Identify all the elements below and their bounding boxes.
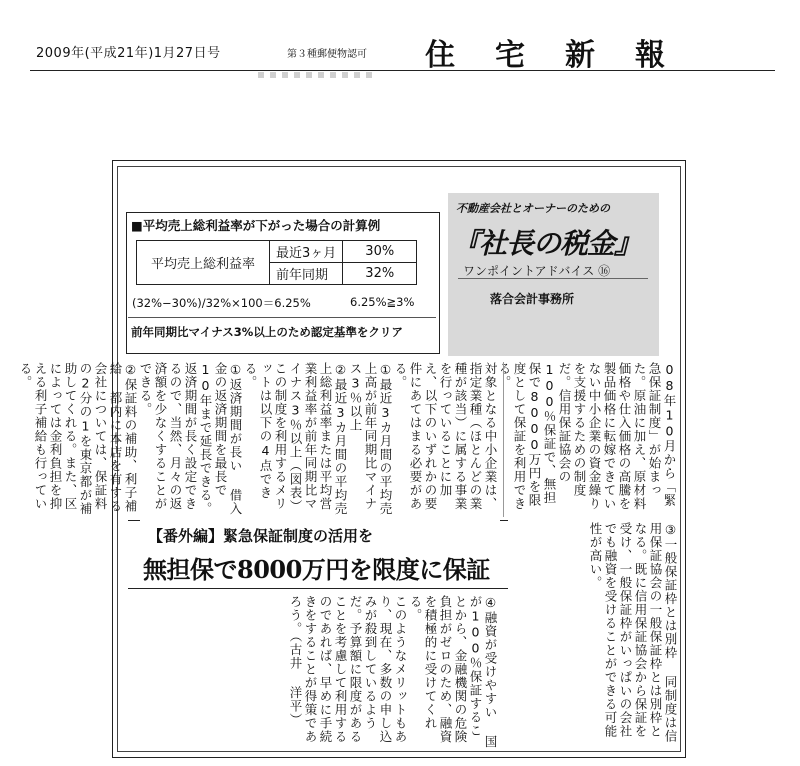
calculation-conclusion: 前年同期比マイナス3%以上のため認定基準をクリア [131,325,403,339]
issue-date: 2009年(平成21年)1月27日号 [36,46,221,61]
body-text-block-1: 08年10月から「緊急保証制度」が始まった。原油に加え、原材料価格や仕入価格の高騰を製品価格に転嫁できていない中小企業の資金繰りを支援するための制度だ。信用保証協会の100％保証で、無担保で8000万円を限度として保証を利用できる。 [497,362,677,511]
calculation-compare: 6.25%≧3% [350,295,415,309]
newspaper-title: 住宅新報 [425,38,705,73]
headline-bottom-rule [128,588,508,589]
value-cell: 30% [343,241,417,263]
period-cell: 最近3ヶ月 [270,241,343,263]
calculation-divider [128,317,436,318]
period-cell: 前年同期 [270,263,343,285]
column-author: 落合会計事務所 [490,292,575,306]
headline-kicker: 【番外編】緊急保証制度の活用を [148,527,374,545]
calculation-title: ■平均売上総利益率が下がった場合の計算例 [131,218,381,233]
row-label: 平均売上総利益率 [137,241,270,285]
body-text-block-2: 対象となる中小企業は、指定業種（ほとんどの業種が該当）に属する事業を行っていることに加え、以下のいずれかの要件にあてはまる必要がある。 ①最近3カ月間の平均売上高が前年同期比マイナス3％以上 ②最近3カ月間の平均売上総利益率または平均営業利益率が前年同期比マイナス3％以上（図表） この制度を利用するメリットは以下の4点できる。 ①返済期間が長い 借入金の返済期間を最長で10年まで延長できる。返済期間が長く設定できるので、当然、月々の返済額を少なくすることができる。 ②保証料の補助、利子補給 都内に本店を有する会社については、保証料の2分の1を東京都が補助してくれる。また、区によっては金利負担を抑える利子補給も行っている。 [18,362,498,516]
table-row [137,241,417,263]
body-text-block-3: ③一般保証枠とは別枠 同制度は信用保証協会の一般保証枠とは別枠となる。既に信用保証協会から保証を受け、一般保証枠がいっぱいの会社でも融資を受けることができる可能性が高い。 [588,522,678,743]
column-series: ワンポイントアドバイス ⑯ [463,264,611,278]
masthead-divider [30,70,775,71]
column-title: 『社長の税金』 [452,227,642,260]
calculation-formula: (32%−30%)/32%×100＝6.25% [132,296,311,310]
headline-main: 無担保で8000万円を限度に保証 [143,555,490,584]
faint-bleed-through [258,72,378,78]
column-subtitle: 不動産会社とオーナーのための [456,202,610,215]
value-cell: 32% [343,263,417,285]
column-separator [503,362,504,517]
calculation-table [136,240,417,285]
postal-permit: 第３種郵便物認可 [287,49,367,60]
body-text-block-4: ④融資が受けやすい 国が100％保証することから、金融機関の危険負担がゼロのため、融資を積極的に受けてくれる。 このようなメリットもあり、現在、多数の申し込みが殺到しているようだ。予算額に限度があることを考慮して利用するのであれば、早めに手続きをすることが得策であろう。（古井 洋平） [288,595,498,749]
